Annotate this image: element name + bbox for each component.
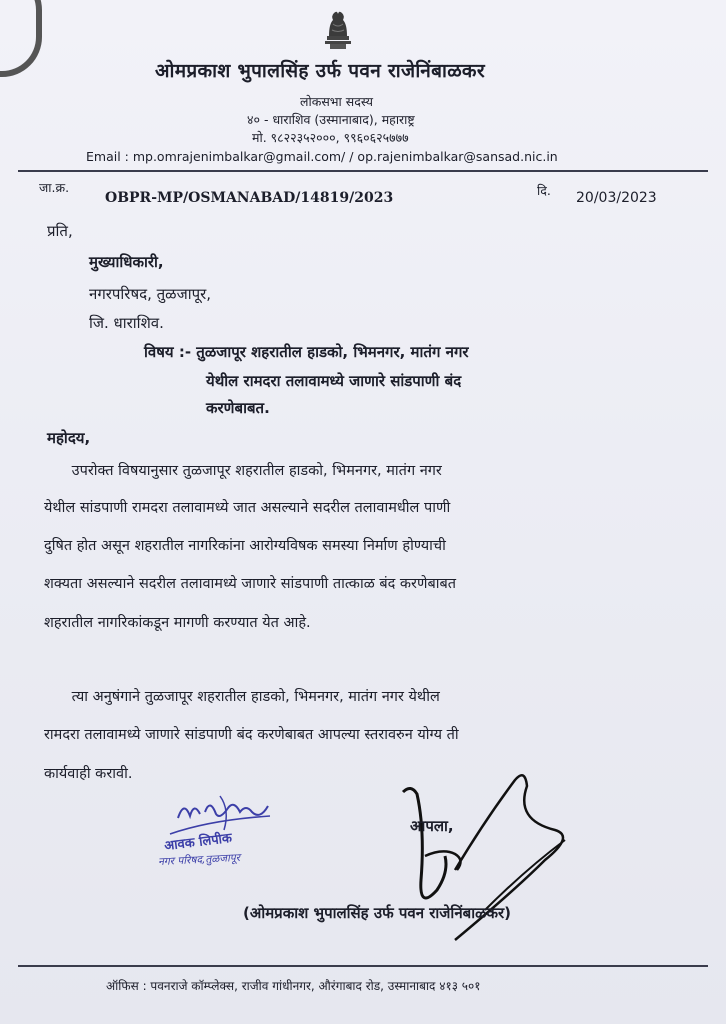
signatory-name: (ओमप्रकाश भुपालसिंह उर्फ पवन राजेनिंबाळकर) bbox=[243, 904, 512, 922]
recipient-district: जि. धाराशिव. bbox=[89, 314, 164, 332]
letterhead-name: ओमप्रकाश भुपालसिंह उर्फ पवन राजेनिंबाळकर bbox=[155, 60, 485, 82]
salutation: महोदय, bbox=[47, 429, 91, 447]
body-para1-line: शक्यता असल्याने सदरील तलावामध्ये जाणारे सांडपाणी तात्काळ बंद करणेबाबत bbox=[44, 576, 457, 592]
phone-numbers: मो. ९८२२३५२०००, ९९६०६२५७७७ bbox=[252, 130, 409, 145]
body-para1-line: शहरातील नागरिकांकडून मागणी करण्यात येत आहे. bbox=[44, 615, 311, 631]
subject-line-3: करणेबाबत. bbox=[206, 399, 270, 417]
stamp-text-office: नगर परिषद,तुळजापूर bbox=[157, 851, 241, 869]
header-divider bbox=[18, 170, 708, 172]
closing-aapla: आपला, bbox=[410, 817, 454, 835]
constituency: ४० - धाराशिव (उस्मानाबाद), महाराष्ट्र bbox=[247, 112, 415, 127]
subject-line-2: येथील रामदरा तलावामध्ये जाणारे सांडपाणी बंद bbox=[206, 372, 462, 390]
stamp-text-clerk: आवक लिपीक bbox=[163, 830, 233, 855]
letter-date: 20/03/2023 bbox=[576, 190, 657, 206]
office-address-footer: ऑफिस : पवनराजे कॉम्प्लेक्स, राजीव गांधीनगर, औरंगाबाद रोड, उस्मानाबाद ४१३ ५०१ bbox=[106, 979, 481, 993]
ref-label: जा.क्र. bbox=[39, 180, 70, 195]
body-para1-line: दुषित होत असून शहरातील नागरिकांना आरोग्यविषक समस्या निर्माण होण्याची bbox=[44, 538, 446, 554]
body-para2-line: त्या अनुषंगाने तुळजापूर शहरातील हाडको, भिमनगर, मातंग नगर येथील bbox=[44, 689, 440, 705]
designation: लोकसभा सदस्य bbox=[300, 94, 373, 109]
date-label: दि. bbox=[537, 183, 551, 198]
body-para2-line: कार्यवाही करावी. bbox=[44, 766, 133, 782]
recipient-office: नगरपरिषद, तुळजापूर, bbox=[89, 285, 212, 303]
footer-divider bbox=[18, 965, 708, 967]
paper-clip bbox=[0, 0, 42, 77]
body-para1-line: येथील सांडपाणी रामदरा तलावामध्ये जात असल्याने सदरील तलावामधील पाणी bbox=[44, 500, 451, 516]
body-para1-line: उपरोक्त विषयानुसार तुळजापूर शहरातील हाडको, भिमनगर, मातंग नगर bbox=[44, 463, 442, 479]
recipient-title: मुख्याधिकारी, bbox=[89, 253, 164, 271]
national-emblem-icon bbox=[321, 6, 355, 50]
prati: प्रति, bbox=[47, 222, 73, 240]
reference-number: OBPR-MP/OSMANABAD/14819/2023 bbox=[105, 190, 394, 206]
body-para2-line: रामदरा तलावामध्ये जाणारे सांडपाणी बंद करणेबाबत आपल्या स्तरावरुन योग्य ती bbox=[44, 727, 459, 743]
subject-line-1: विषय :- तुळजापूर शहरातील हाडको, भिमनगर, मातंग नगर bbox=[144, 343, 469, 361]
email-line: Email : mp.omrajenimbalkar@gmail.com/ / op.rajenimbalkar@sansad.nic.in bbox=[86, 149, 558, 164]
